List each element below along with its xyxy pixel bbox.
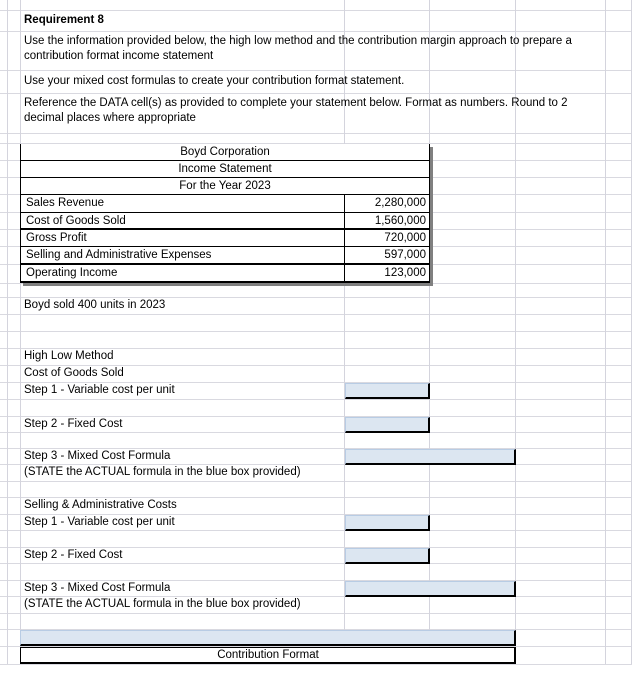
high-low-heading: High Low Method xyxy=(24,350,114,363)
section-1-note: (STATE the ACTUAL formula in the blue box provided) xyxy=(24,466,301,479)
is-value-cogs: 1,560,000 xyxy=(374,214,426,227)
fact-units-sold: Boyd sold 400 units in 2023 xyxy=(24,299,166,312)
section-1-step1-label: Step 1 - Variable cost per unit xyxy=(24,384,175,397)
grid-line xyxy=(0,664,632,665)
is-value-gross-profit: 720,000 xyxy=(384,231,426,244)
section-2-step1-value xyxy=(346,516,429,530)
contribution-title: Contribution Format xyxy=(217,648,319,661)
is-period: For the Year 2023 xyxy=(179,179,271,192)
is-statement-name: Income Statement xyxy=(178,162,272,175)
section-2-note: (STATE the ACTUAL formula in the blue box provided) xyxy=(24,598,301,611)
section-2-step2-label: Step 2 - Fixed Cost xyxy=(24,549,123,562)
section-1-step1-value xyxy=(346,384,429,398)
is-label-sga: Selling and Administrative Expenses xyxy=(26,249,212,262)
is-label-cogs: Cost of Goods Sold xyxy=(26,214,126,227)
grid-line xyxy=(0,481,632,482)
is-shadow xyxy=(23,283,433,286)
instruction-line-2: Use your mixed cost formulas to create your contribution format statement. xyxy=(24,75,405,88)
is-shadow-right xyxy=(430,147,433,286)
section-2-step3-label: Step 3 - Mixed Cost Formula xyxy=(24,582,171,595)
is-value-sales-revenue: 2,280,000 xyxy=(374,197,426,210)
section-1-step2-value xyxy=(346,418,429,432)
section-1-step3-value xyxy=(346,450,515,464)
section-2-step3-input[interactable] xyxy=(345,581,516,597)
grid-line xyxy=(0,331,632,332)
section-1-step1-input[interactable] xyxy=(345,383,430,399)
section-1-step3-input[interactable] xyxy=(345,449,516,465)
instruction-line-3: Reference the DATA cell(s) as provided to complete your statement below. Format as numbers. Round to 2 decimal places where appropriate xyxy=(24,97,568,124)
grid-line xyxy=(0,399,632,400)
is-label-operating-income: Operating Income xyxy=(26,267,118,280)
contribution-input[interactable] xyxy=(20,630,516,646)
section-1-step2-input[interactable] xyxy=(345,417,430,433)
section-2-step3-value xyxy=(346,582,515,596)
is-value-operating-income: 123,000 xyxy=(384,267,426,280)
section-1-name: Cost of Goods Sold xyxy=(24,367,124,380)
section-2-step1-input[interactable] xyxy=(345,515,430,531)
is-value-sga: 597,000 xyxy=(384,249,426,262)
section-1-step3-label: Step 3 - Mixed Cost Formula xyxy=(24,450,171,463)
page-title: Requirement 8 xyxy=(24,14,104,27)
grid-line xyxy=(7,0,8,664)
section-2-name: Selling & Administrative Costs xyxy=(24,499,177,512)
section-1-step2-label: Step 2 - Fixed Cost xyxy=(24,418,123,431)
is-label-sales-revenue: Sales Revenue xyxy=(26,197,104,210)
is-label-gross-profit: Gross Profit xyxy=(26,231,87,244)
grid-line xyxy=(0,314,632,315)
section-2-step2-value xyxy=(346,549,429,563)
contribution-input-value xyxy=(21,631,515,645)
section-2-step2-input[interactable] xyxy=(345,548,430,564)
section-2-step1-label: Step 1 - Variable cost per unit xyxy=(24,516,175,529)
grid-line xyxy=(0,613,632,614)
grid-line xyxy=(0,133,632,134)
is-company-name: Boyd Corporation xyxy=(180,145,270,158)
instruction-line-1: Use the information provided below, the high low method and the contribution margin approach to prepare a contribution format income statement xyxy=(24,35,572,62)
